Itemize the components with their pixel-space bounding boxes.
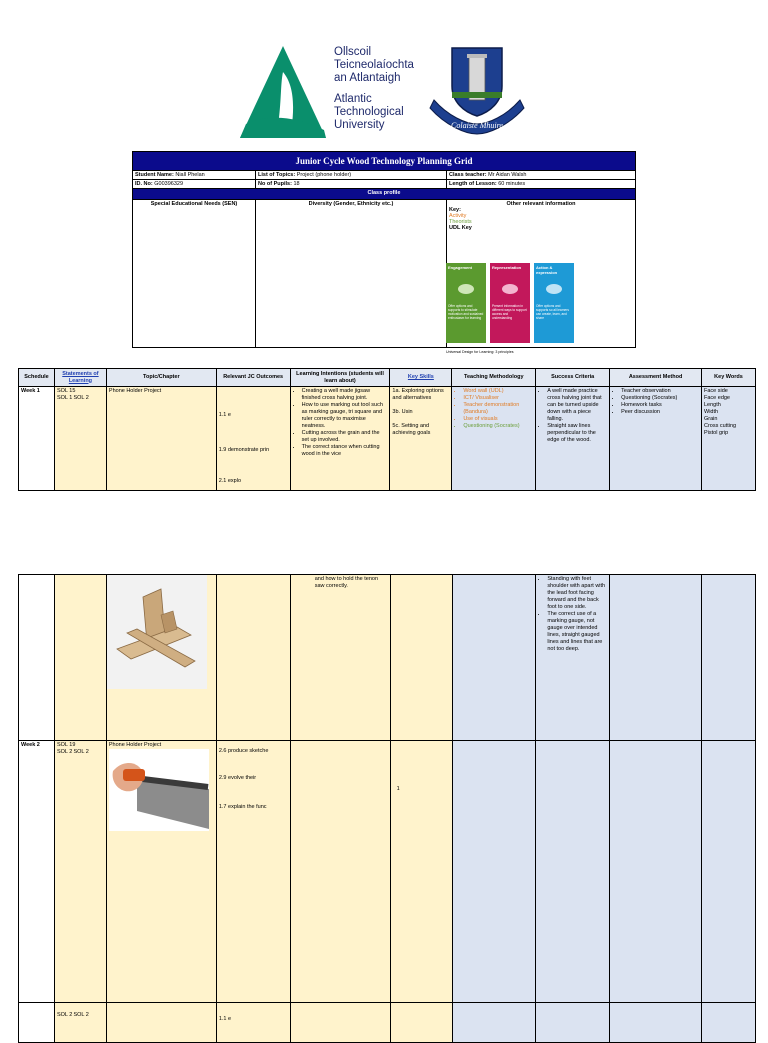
sol-text: SOL 19 — [56, 742, 76, 748]
week2-sol — [54, 741, 106, 1003]
key-skill: 1 — [396, 786, 400, 792]
lesson-plan-table-continued — [18, 574, 756, 1043]
header-key-skills-link[interactable]: Key Skills — [390, 369, 452, 387]
irish-name-line: Teicneolaíochta — [334, 59, 414, 71]
cross-halving-joint-image — [107, 575, 207, 689]
brain-icon — [501, 283, 519, 295]
header-assessment: Assessment Method — [610, 369, 702, 387]
jc-outcome: 1.7 explain the func — [218, 804, 267, 810]
list-item: • The correct use of a marking gauge, not gauge over intended lines, straight gauged lines and lines that are not too deep. — [547, 611, 607, 653]
list-item: • How to use marking out tool such as marking gauge, tri square and ruler correctly to maximise neatness. — [302, 402, 388, 430]
header-jc-outcomes: Relevant JC Outcomes — [216, 369, 290, 387]
week1-assessment — [610, 387, 702, 491]
week1-topic: Phone Holder Project — [106, 387, 216, 491]
topics: Project (phone holder) — [296, 172, 352, 178]
topic-text: Phone Holder Project — [108, 742, 162, 748]
keyword: Pistol grip — [704, 430, 729, 436]
id-label: ID. No: — [135, 181, 153, 187]
keyword: Face side — [704, 388, 728, 394]
key-theorists: Theorists — [449, 219, 472, 225]
length-label: Length of Lesson: — [449, 181, 497, 187]
header-schedule: Schedule — [19, 369, 55, 387]
week2-skills — [390, 741, 452, 1003]
list-item: • Questioning (Socrates) — [621, 395, 699, 402]
student-name-label: Student Name: — [135, 172, 174, 178]
udl-action-expression — [534, 263, 574, 343]
class-profile-heading: Class profile — [133, 189, 636, 200]
keyword: Grain — [704, 416, 718, 422]
list-item: • Questioning (Socrates) — [463, 423, 533, 430]
jc-outcome: 1.9 demonstrate prin — [218, 447, 270, 453]
key-activity: Activity — [449, 213, 467, 219]
week3-sol — [54, 1003, 106, 1043]
table-row — [19, 741, 756, 1003]
header-teaching-methodology: Teaching Methodology — [452, 369, 536, 387]
lesson-length: 60 minutes — [498, 181, 526, 187]
list-item: • Straight saw lines perpendicular to the edge of the wood. — [547, 423, 607, 444]
udl-body: Offer options and supports to stimulate motivation and sustained enthusiasm for learning — [448, 304, 484, 320]
week3-jc — [216, 1003, 290, 1043]
grid-title: Junior Cycle Wood Technology Planning Grid — [133, 152, 636, 171]
udl-caption: Universal Design for Learning: 3 principles — [446, 350, 514, 354]
table-row — [19, 387, 756, 491]
sol-text: SOL 2 SOL 2 — [56, 749, 89, 755]
list-item: • The correct stance when cutting wood in the vice — [302, 444, 388, 458]
week1-skills — [390, 387, 452, 491]
week1-keywords — [702, 387, 756, 491]
week1-intentions — [290, 387, 390, 491]
keyword: Cross cutting — [704, 423, 737, 429]
list-item: • Word wall (UDL) — [463, 388, 533, 395]
table-row — [19, 1003, 756, 1043]
pupils: 18 — [293, 181, 300, 187]
udl-key-label: UDL Key — [449, 225, 472, 231]
crest-motto: Colaiste Mhuire — [451, 121, 503, 130]
week1-schedule: Week 1 — [19, 387, 55, 491]
sol-text: SOL 1 SOL 2 — [56, 395, 89, 401]
table-row — [19, 575, 756, 741]
sen-heading: Special Educational Needs (SEN) — [133, 200, 256, 348]
list-item: • Teacher demonstration (Bandura) — [463, 402, 533, 416]
tenon-saw-image — [109, 749, 209, 831]
teacher: Mr Aidan Walsh — [488, 172, 527, 178]
list-item: • Creating a well made jigsaw finished cross halving joint. — [302, 388, 388, 402]
keyword: Face edge — [704, 395, 730, 401]
udl-heading: Engagement — [448, 265, 473, 270]
brain-icon — [545, 283, 563, 295]
udl-heading: Action & expression — [536, 265, 558, 275]
jc-outcome: 2.6 produce sketche — [218, 748, 269, 754]
english-name-line: Technological — [334, 106, 404, 118]
keyword: Width — [704, 409, 719, 415]
week2-schedule: Week 2 — [19, 741, 55, 1003]
week1-jc — [216, 387, 290, 491]
udl-body: Present information in different ways to support access and understanding — [492, 304, 527, 320]
udl-body: Offer options and supports so all learners can create, learn, and share — [536, 304, 569, 320]
header-key-words: Key Words — [702, 369, 756, 387]
header-statements-link[interactable]: Statements of Learning — [54, 369, 106, 387]
jc-outcome: 2.1 explo — [218, 478, 242, 484]
topics-label: List of Topics: — [258, 172, 296, 178]
teacher-label: Class teacher: — [449, 172, 487, 178]
school-crest — [426, 42, 528, 142]
jc-outcome: 1.1 e — [218, 412, 231, 418]
list-item: • ICT/ Visualiser — [463, 395, 533, 402]
week2-jc — [216, 741, 290, 1003]
cont-intentions: and how to hold the tenon saw correctly. — [290, 575, 390, 741]
list-item: • Homework tasks — [621, 402, 699, 409]
header-learning-intentions: Learning Intentions (students will learn about) — [290, 369, 390, 387]
sol-text: SOL 15 — [56, 388, 76, 394]
sol-text: SOL 2 SOL 2 — [56, 1012, 89, 1018]
english-name-line: University — [334, 119, 385, 131]
list-item: • A well made practice cross halving joint that can be turned upside down with a piece falling. — [547, 388, 607, 423]
student-id: G00396329 — [154, 181, 184, 187]
udl-engagement — [446, 263, 486, 343]
week1-sol — [54, 387, 106, 491]
cont-success — [536, 575, 610, 741]
week1-methods — [452, 387, 536, 491]
list-item: • Teacher observation — [621, 388, 699, 395]
brain-icon — [457, 283, 475, 295]
atu-logo — [238, 44, 328, 140]
week2-topic — [106, 741, 216, 1003]
udl-key-graphic — [446, 263, 574, 347]
lesson-plan-table — [18, 368, 756, 491]
pupils-label: No of Pupils: — [258, 181, 292, 187]
week1-success — [536, 387, 610, 491]
keyword: Length — [704, 402, 721, 408]
udl-heading: Representation — [492, 265, 522, 270]
header-success-criteria: Success Criteria — [536, 369, 610, 387]
list-item: • Cutting across the grain and the set up involved. — [302, 430, 388, 444]
irish-name-line: an Atlantaigh — [334, 72, 401, 84]
cross-halving-joint-image-cell — [106, 575, 216, 741]
list-item: • Use of visuals — [463, 416, 533, 423]
english-name-line: Atlantic — [334, 93, 372, 105]
key-label: Key: — [449, 207, 461, 213]
irish-name-line: Ollscoil — [334, 46, 372, 58]
header-topic: Topic/Chapter — [106, 369, 216, 387]
diversity-heading: Diversity (Gender, Ethnicity etc.) — [256, 200, 447, 348]
other-info-heading: Other relevant information — [506, 201, 576, 207]
key-skill: 5c. Setting and achieving goals — [392, 423, 431, 436]
list-item: • Standing with feet shoulder with apart with the lead foot facing forward and the back foot to one side. — [547, 576, 607, 611]
student-name: Niall Phelan — [175, 172, 205, 178]
key-skill: 3b. Usin — [392, 409, 413, 415]
jc-outcome: 1.1 e — [218, 1016, 232, 1022]
udl-representation — [490, 263, 530, 343]
list-item: • Peer discussion — [621, 409, 699, 416]
jc-outcome: 2.9 evolve their — [218, 775, 257, 781]
key-skill: 1a. Exploring options and alternatives — [392, 388, 444, 401]
